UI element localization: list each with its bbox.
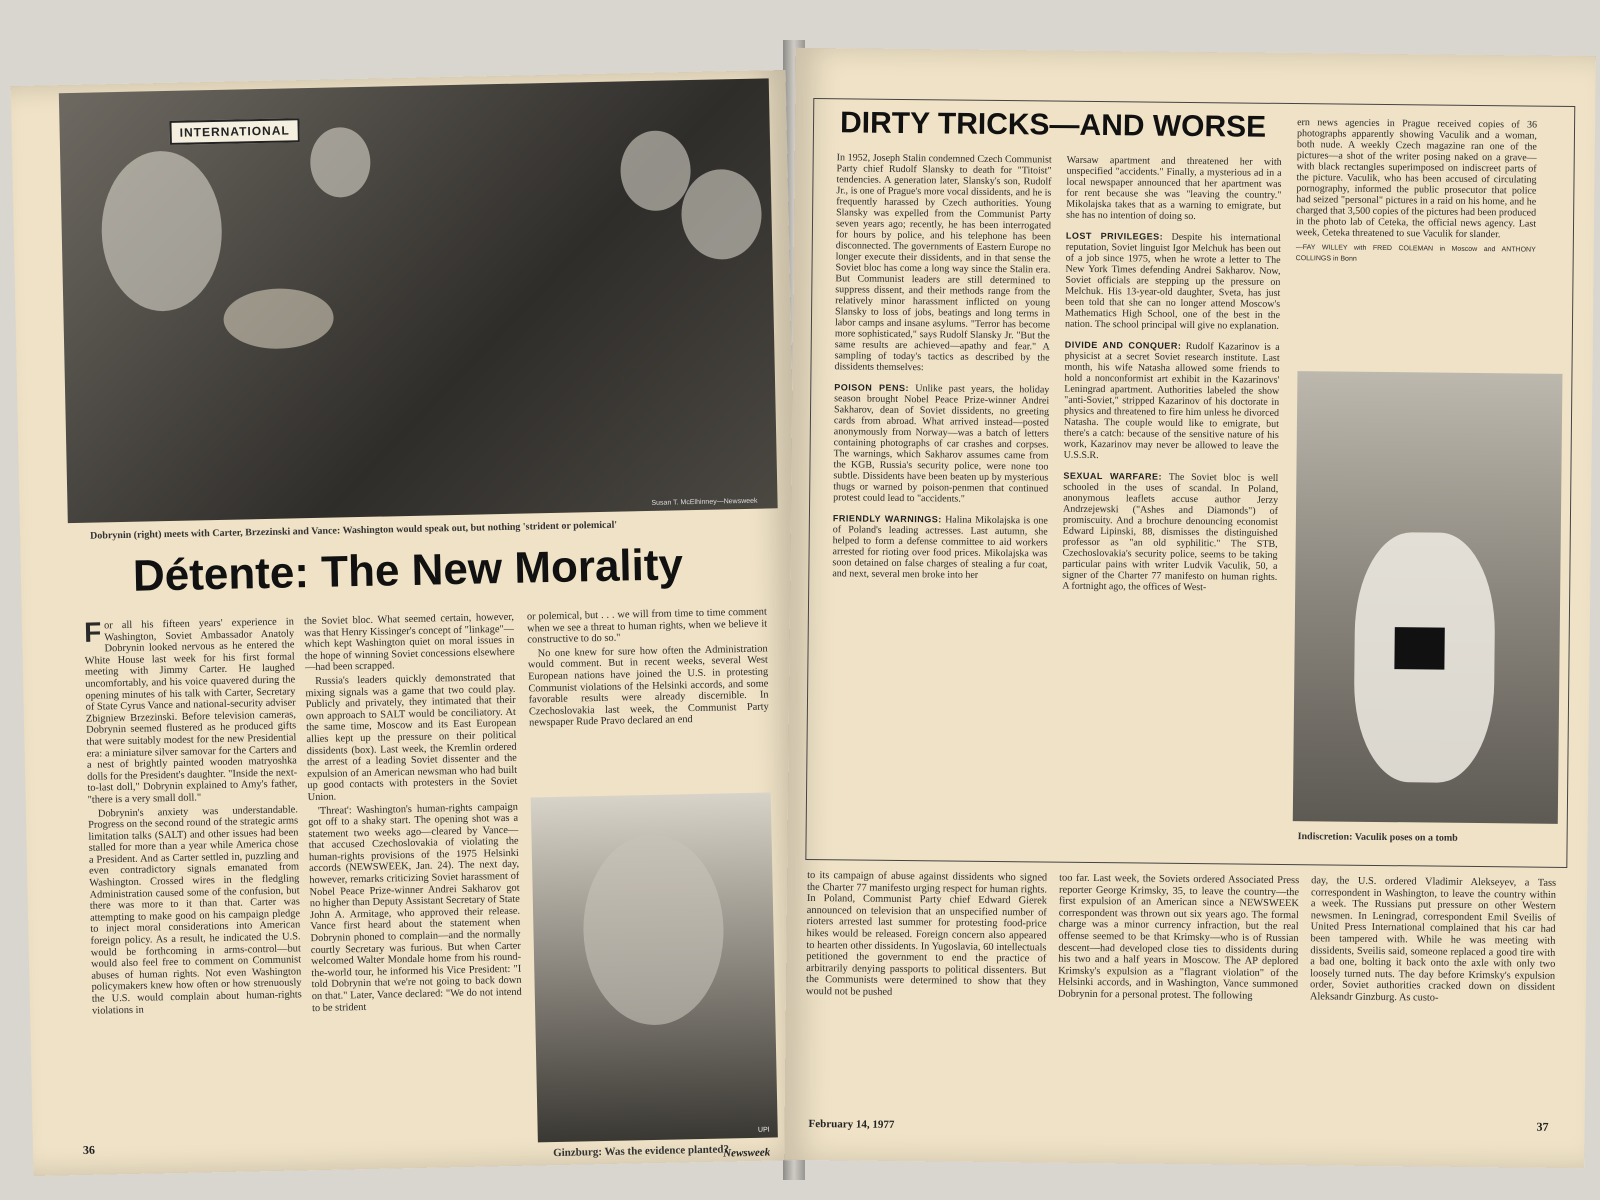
col3-para-2: No one knew for sure how often the Administration would comment. But in recent weeks, several West European nations have joined the U.S. in protesting Communist violations of the Helsinki accords, and some favorable results were already discernible. In Czechoslovakia last week, the Communist Party newspaper Rude Pravo declared an end <box>527 643 769 729</box>
col2-para-2: Russia's leaders quickly demonstrated that mixing signals was a game that two could play. Publicly and privately, they intimated that their own approach to SALT would be conciliatory. At the same time, Moscow and its East European allies kept up the pressure on their political dissidents (box). Last week, the Kremlin ordered the arrest of a leading Soviet dissenter and the expulsion of an American newsman who had built up good contacts with protesters in the Soviet Union. <box>305 671 518 804</box>
col2-para-3: 'Threat': Washington's human-rights campaign got off to a shaky start. The opening shot was a statement two weeks ago—cleared by Vance—that accused Czechoslovakia of violating the human-rights provisions of the 1975 Helsinki accords (NEWSWEEK, Jan. 24). The next day, however, remarks criticizing Soviet harassment of Nobel Peace Prize-winner Andrei Sakharov got no higher than Deputy Assistant Secretary of State John A. Armitage, who approved their release. Vance first heard about the statement when Dobrynin phoned to complain—and the normally courtly Secretary was furious. But when Carter welcomed Walter Mondale home from his round-the-world tour, he informed his Vice President: "I told Dobrynin that we're not going to back down on that." Later, Vance declared: "We do not intend to be strident <box>308 801 522 1014</box>
col4-text: to its campaign of abuse against dissidents who signed the Charter 77 manifesto urging respect for human rights. In Poland, Communist Party chief Edward Gierek announced on television that an unspecified number of rioters arrested last summer for protesting food-price hikes would be released. Foreign concern also appeared to hearten other dissidents. In Yugoslavia, 60 intellectuals petitioned the government to end the practice of arbitrarily denying passports to political dissenters. But the Communists were determined to show that they would not be pushed <box>805 870 1048 998</box>
page-headline: Détente: The New Morality <box>132 540 684 601</box>
col2-para-1: the Soviet bloc. What seemed certain, however, was that Henry Kissinger's concept of "linkage"—which kept Washington quiet on moral issues in the hope of winning Soviet concessions elsewhere—had been scrapped. <box>303 611 515 674</box>
poison-pens-head: POISON PENS: <box>834 382 910 394</box>
box-col2-lead: Warsaw apartment and threatened her with unspecified "accidents." Finally, a mysterious ad in a local newspaper announced that her apartment was for rent because she was "leaving the country." Mikolajska takes that as a warning to emigrate, but she has no intention of doing so. <box>1066 154 1282 223</box>
ginzburg-portrait <box>531 792 778 1142</box>
portrait-credit: UPI <box>757 1126 770 1134</box>
lost-privileges-text: Despite his international reputation, Soviet linguist Igor Melchuk has been out of a job since 1975, when he wrote a letter to The New York Times defending Andrei Sakharov. Now, Soviet officials are stepping up the pressure on Melchuk. His 13-year-old daughter, Sveta, has just been told that she can no longer attend Moscow's Mathematics High School, one of the best in the nation. The school principal will give no explanation. <box>1064 231 1281 332</box>
article-column-6 <box>1309 875 1556 1118</box>
page-number-right: 37 <box>1536 1119 1549 1134</box>
meeting-photo <box>59 78 778 523</box>
section-tag: INTERNATIONAL <box>169 118 300 145</box>
box-col3-text: ern news agencies in Prague received copies of 36 photographs apparently showing Vaculik and a woman, both nude. A weekly Czech magazine ran one of the pictures—a shot of the writer posing naked on a grave—with black rectangles superimposed on indiscreet parts of the picture. Vaculik, who has been accused of circulating pornography, informed the public prosecutor that police had seized "personal" pictures in a raid on his home, and he charged that 3,500 copies of the pictures had been produced in the photo lab of Ceteka, the official news agency. Last week, Ceteka threatened to sue Vaculik for slander. <box>1295 117 1538 241</box>
sexual-warfare-head: SEXUAL WARFARE: <box>1063 470 1163 482</box>
censor-bar <box>1394 627 1444 670</box>
lost-privileges-head: LOST PRIVILEGES: <box>1065 230 1164 242</box>
col3-para-1: or polemical, but . . . we will from time to time comment when we see a threat to human rights, when we believe it constructive to do so." <box>526 606 768 646</box>
col1-para-1: or all his fifteen years' experience in Washington, Soviet Ambassador Anatoly Dobrynin looked nervous as he entered the White House last week for his first formal meeting with Jimmy Carter. He laughed uncomfortably, and his voice quavered during the opening minutes of his talk with Carter, Secretary of State Cyrus Vance and national-security adviser Zbigniew Brzezinski. Before television cameras, Dobrynin seemed flustered as he produced gifts that were suitably modest for the new Presidential era: a miniature silver samovar for the Carters and a nest of brightly painted wooden matryoshka dolls for the President's daughter. "Inside the next-to-last doll," Dobrynin explained to Amy's father, "there is a very small doll." <box>84 616 298 806</box>
page-number-left: 36 <box>82 1142 96 1157</box>
friendly-warnings-head: FRIENDLY WARNINGS: <box>832 513 942 525</box>
divide-conquer-text: Rudolf Kazarinov is a physicist at a secret Soviet research institute. Last month, his wife Natasha allowed some friends to hold a nonconformist art exhibit in the Kazarinovs' Leningrad apartment. Authorities labeled the show "anti-Soviet," stripped Kazarinov of his doctorate in physics and threatened to fire him unless he divorced Natasha. The couple would like to emigrate, but there's a catch: because of the sensitive nature of his work, Kazarinov may never be allowed to leave the U.S.S.R. <box>1063 340 1280 462</box>
magazine-name: Newsweek <box>723 1146 771 1160</box>
tomb-caption: Indiscretion: Vaculik poses on a tomb <box>1297 831 1458 844</box>
article-column-2 <box>304 612 525 1156</box>
article-column-4 <box>805 870 1048 1113</box>
box-signoff: —FAY WILLEY with FRED COLEMAN in Moscow and ANTHONY COLLINGS in Bonn <box>1295 244 1536 263</box>
tomb-photo <box>1293 371 1563 824</box>
friendly-warnings-text: Halina Mikolajska is one of Poland's leading actresses. Last autumn, she helped to form a defense committee to aid workers arrested for rioting over food prices. Mikolajska was soon detained on false charges of stealing a fur coat, and next, several men broke into her <box>832 514 1048 581</box>
col1-para-2: Dobrynin's anxiety was understandable. Progress on the second round of the strategic arms limitation talks (SALT) and other issues had been stalled for more than a year while America chose a President. And as Carter settled in, puzzling and even contradictory signals emanated from Washington. Crossed wires in the fledgling Administration caused some of the confusion, but there was more to it than that. Carter was attempting to make good on his campaign pledge to inject moral considerations into American foreign policy. As a result, he indicated the U.S. would be forthcoming in arms-control—but would also feel free to comment on Communist abuses of human rights. Not even Washington policymakers knew how often or how strenuously the U.S. would complain about human-rights violations in <box>88 803 302 1017</box>
portrait-caption: Ginzburg: Was the evidence planted? <box>553 1143 730 1160</box>
poison-pens-text: Unlike past years, the holiday season brought Nobel Peace Prize-winner Andrei Sakharov, dean of Soviet dissidents, no greeting cards from abroad. What arrived instead—posted anonymously from Norway—was a batch of letters containing photographs of car crashes and corpses. The warnings, which Sakharov assumes came from the KGB, Russia's security police, were none too subtle. Dissidents have been beaten up by mysterious thugs or warned by poison-penmen that continued protest could lead to "accidents." <box>833 383 1050 505</box>
sexual-warfare-text: The Soviet bloc is well schooled in the uses of scandal. In Poland, anonymous leaflets accuse author Jerzy Andrzejewski ("Ashes and Diamonds") of promiscuity. And a brochure denouncing economist Edward Lipinski, 88, dismisses the distinguished professor as "an old syphilitic." The STB, Czechoslovakia's security police, seems to be taking particular pains with writer Ludvik Vaculik, 50, a signer of the Charter 77 manifesto on human rights. A fortnight ago, the offices of West- <box>1062 471 1279 594</box>
article-column-1: For all his fifteen years' experience in Washington, Soviet Ambassador Anatoly Dobrynin looked nervous as he entered the White House last week for his first formal meeting with Jimmy Carter. He laughed uncomfortably, and his voice quavered during the opening minutes of his talk with Carter, Secretary of State Cyrus Vance and national-security adviser Zbigniew Brzezinski. Before television cameras, Dobrynin seemed flustered as he produced gifts that were suitably modest for the new Presidential era: a miniature silver samovar for the Carters and a nest of brightly painted wooden matryoshka dolls for the President's daughter. "Inside the next-to-last doll," Dobrynin explained to Amy's father, "there is a very small doll." Dobrynin's anxiety was understandable. Progress on the second round of the strategic arms limitation talks (SALT) and other issues had been stalled for more than a year while America chose a President. And as Carter settled in, puzzling and even contradictory signals emanated from Washington. Crossed wires in the fledgling Administration caused some of the confusion, but there was more to it than that. Carter was attempting to make good on his campaign pledge to inject moral considerations into American foreign policy. As a result, he indicated the U.S. would be forthcoming in arms-control—but would also feel free to comment on Communist abuses of human rights. Not even Washington policymakers knew how often or how strenuously the U.S. would complain about human-rights violations in <box>83 616 302 1017</box>
issue-date: February 14, 1977 <box>808 1118 895 1131</box>
col5-text: too far. Last week, the Soviets ordered Associated Press reporter George Krimsky, 35, to leave the country—the first expulsion of an American since a NEWSWEEK correspondent was thrown out six years ago. The formal charge was a minor currency infraction, but the real offense seemed to be that Krimsky—who is of Russian descent—had developed close ties to dissidents during his two and a half years in Moscow. The AP deplored Krimsky's expulsion as a "flagrant violation" of the Helsinki accords, and in Washington, Vance summoned Dobrynin for a personal protest. The following <box>1057 872 1300 1002</box>
divide-conquer-head: DIVIDE AND CONQUER: <box>1064 339 1182 351</box>
box-column-2 <box>1059 155 1281 857</box>
col6-text: day, the U.S. ordered Vladimir Alekseyev, a Tass correspondent in Washington, to leave the country within a week. The Russians put pressure on other Western newsmen. In Leningrad, correspondent Emil Sveilis of United Press International complained that his car had been tampered with. While he was meeting with dissidents, Sveilis said, someone replaced a good tire with a bad one, bolting it back onto the axle with only two loosely turned nuts. The day before Krimsky's expulsion order, Soviet authorities cracked down on dissident Aleksandr Ginzburg. As custo- <box>1309 875 1557 1004</box>
article-column-3 <box>527 607 771 792</box>
box-column-1 <box>829 152 1051 854</box>
left-page <box>11 70 809 1176</box>
box-headline: DIRTY TRICKS—AND WORSE <box>839 106 1267 144</box>
photo-credit: Susan T. McElhinney—Newsweek <box>651 497 758 507</box>
photo-caption: Dobrynin (right) meets with Carter, Brzezinski and Vance: Washington would speak out, but nothing 'strident or polemical' <box>89 519 618 542</box>
article-column-5 <box>1057 873 1300 1116</box>
box-intro: In 1952, Joseph Stalin condemned Czech Communist Party chief Rudolf Slansky to death for "Titoist" tendencies. A generation later, Slansky's son, Rudolf Jr., is one of Prague's more vocal dissidents, and he is frequently harassed by Czech authorities. Young Slansky was expelled from the Communist Party seven years ago; recently, he has been interrogated for hours by police, and his telephone has been disconnected. The governments of Eastern Europe no longer execute their dissidents, and in that sense the Soviet bloc has come a long way since the Stalin era. But Communist leaders are still determined to suppress dissent, and their methods range from the relatively minor harassment inflicted on young Slansky to loss of jobs, beatings and long terms in labor camps and insane asylums. "Terror has become more sophisticated," says Rudolf Slansky Jr. "But the same results are achieved—apathy and fear." A sampling of today's tactics as described by the dissidents themselves: <box>834 152 1052 374</box>
box-column-3 <box>1295 117 1538 360</box>
right-page <box>784 48 1596 1168</box>
